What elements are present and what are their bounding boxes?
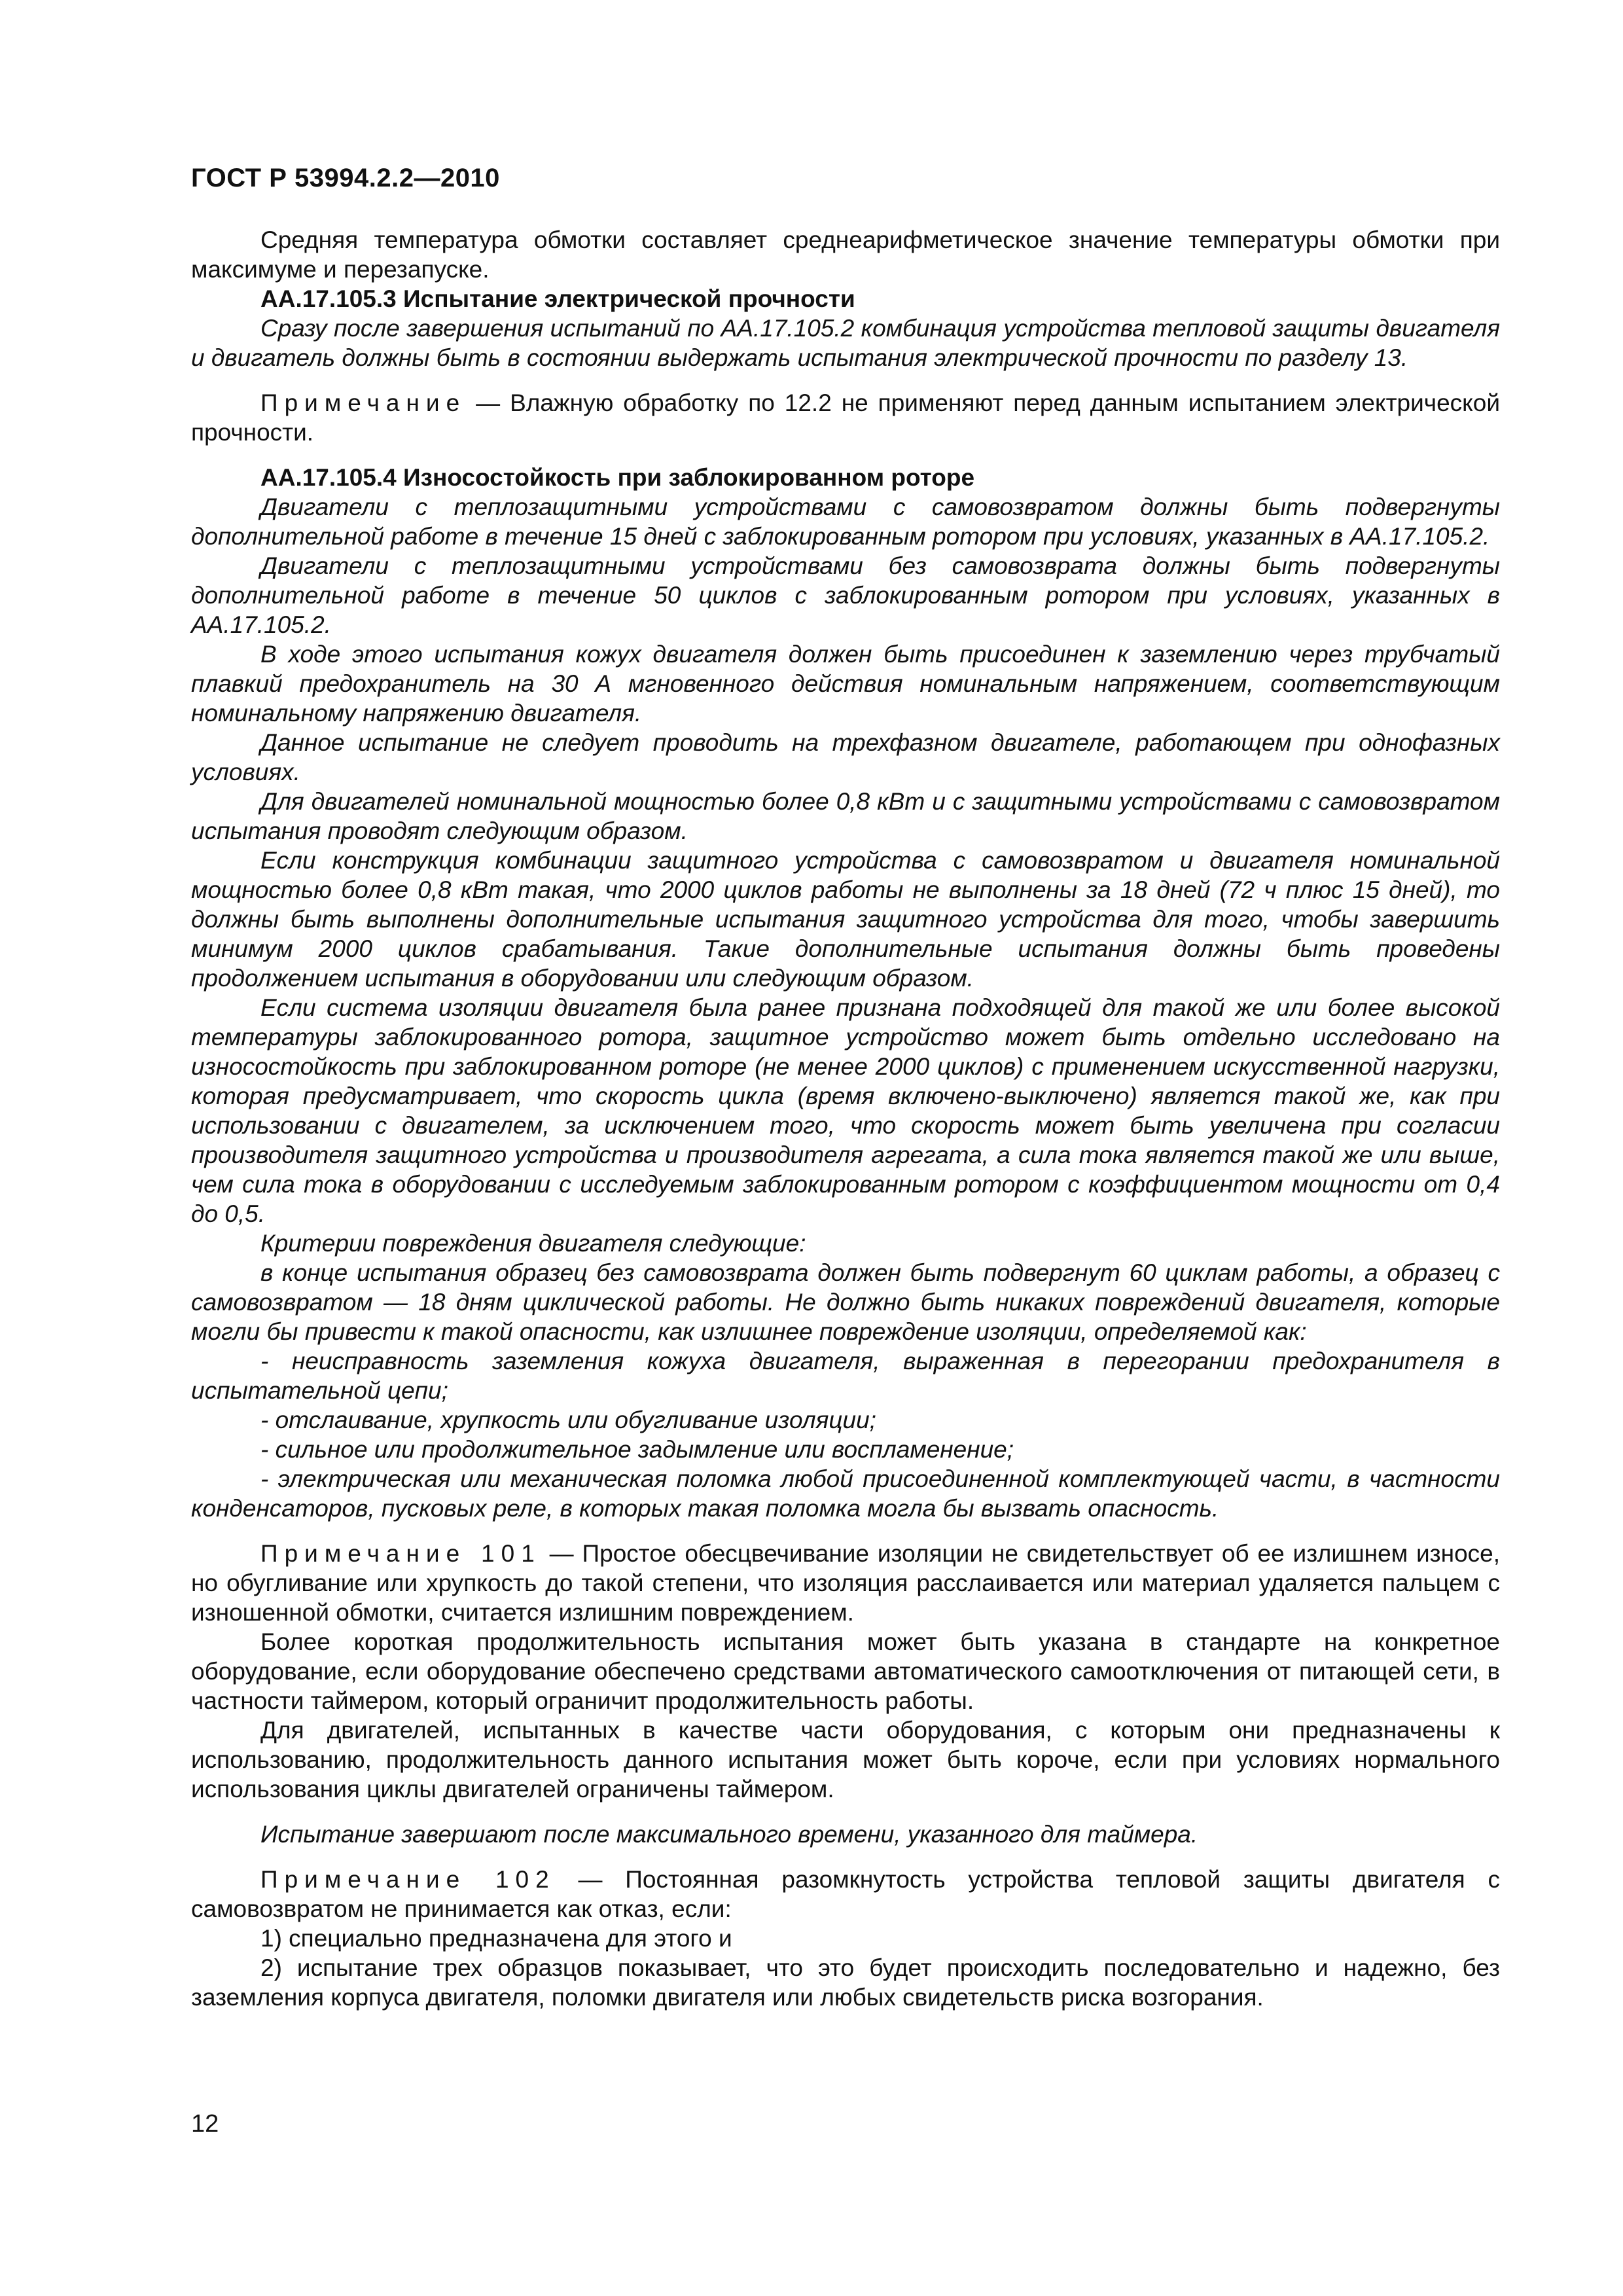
paragraph: Двигатели с теплозащитными устройствами с самовозвратом должны быть подвергнуты дополнительной работе в течение 15 дней с заблокированным ротором при условиях, указанных в АА.17.105.2. (191, 493, 1500, 550)
document-body (191, 225, 1500, 2012)
note-label: Примечание 101 (260, 1540, 541, 1567)
paragraph: в конце испытания образец без самовозврата должен быть подвергнут 60 циклам работы, а образец с самовозвратом — 18 дням циклической работы. Не должно быть никаких повреждений двигателя, которые могли бы привести к такой опасности, как излишнее повреждение изоляции, определяемой как: (191, 1259, 1500, 1345)
list-item: - неисправность заземления кожуха двигателя, выраженная в перегорании предохранителя в испытательной цепи; (191, 1348, 1500, 1404)
section-heading: АА.17.105.4 Износостойкость при заблокированном роторе (260, 464, 975, 491)
note (191, 388, 1500, 447)
paragraph: Данное испытание не следует проводить на трехфазном двигателе, работающем при однофазных условиях. (191, 729, 1500, 785)
list-item: - сильное или продолжительное задымление или воспламенение; (260, 1436, 1014, 1463)
paragraph: Двигатели с теплозащитными устройствами без самовозврата должны быть подвергнуты дополнительной работе в течение 50 циклов с заблокированным ротором при условиях, указанных в АА.17.105.2. (191, 552, 1500, 638)
paragraph: Более короткая продолжительность испытания может быть указана в стандарте на конкретное оборудование, если оборудование обеспечено средствами автоматического самоотключения от питающей сети, в частности таймером, который ограничит продолжительность работы. (191, 1628, 1500, 1714)
paragraph: Испытание завершают после максимального времени, указанного для таймера. (260, 1821, 1198, 1848)
note-text: — Влажную обработку по 12.2 не применяют перед данным испытанием электрической прочности. (191, 389, 1500, 446)
note-text: — Постоянная разомкнутость устройства тепловой защиты двигателя с самовозвратом не принимается как отказ, если: (191, 1866, 1500, 1922)
note-label: Примечание 102 (260, 1866, 556, 1893)
note-text: — Простое обесцвечивание изоляции не свидетельствует об ее излишнем износе, но обугливание или хрупкость до такой степени, что изоляция расслаивается или материал удаляется пальцем с изношенной обмотки, считается излишним повреждением. (191, 1540, 1501, 1626)
list-item: - электрическая или механическая поломка любой присоединенной комплектующей части, в частности конденсаторов, пусковых реле, в которых такая поломка могла бы вызвать опасность. (191, 1465, 1500, 1522)
note (191, 1539, 1500, 1627)
section-heading: АА.17.105.3 Испытание электрической прочности (260, 285, 855, 312)
list-item: 1) специально предназначена для этого и (260, 1925, 732, 1952)
paragraph: Критерии повреждения двигателя следующие: (260, 1230, 806, 1257)
paragraph: В ходе этого испытания кожух двигателя должен быть присоединен к заземлению через трубчатый плавкий предохранитель на 30 А мгновенного действия номинальным напряжением, соответствующим номинальному напряжению двигателя. (191, 641, 1500, 726)
paragraph: Средняя температура обмотки составляет среднеарифметическое значение температуры обмотки при максимуме и перезапуске. (191, 226, 1500, 283)
document-header: ГОСТ Р 53994.2.2—2010 (191, 164, 500, 192)
paragraph: Если конструкция комбинации защитного устройства с самовозвратом и двигателя номинальной мощностью более 0,8 кВт такая, что 2000 циклов работы не выполнены за 18 дней (72 ч плюс 15 дней), то должны быть выполнены дополнительные испытания защитного устройства для того, чтобы завершить минимум 2000 циклов срабатывания. Такие дополнительные испытания должны быть проведены продолжением испытания в оборудовании или следующим образом. (191, 847, 1500, 992)
note (191, 1865, 1500, 1924)
list-item: 2) испытание трех образцов показывает, что это будет происходить последовательно и надежно, без заземления корпуса двигателя, поломки двигателя или любых свидетельств риска возгорания. (191, 1954, 1500, 2011)
paragraph: Сразу после завершения испытаний по АА.17.105.2 комбинация устройства тепловой защиты двигателя и двигатель должны быть в состоянии выдержать испытания электрической прочности по разделу 13. (191, 315, 1500, 371)
paragraph: Для двигателей номинальной мощностью более 0,8 кВт и с защитными устройствами с самовозвратом испытания проводят следующим образом. (191, 788, 1500, 844)
list-item: - отслаивание, хрупкость или обугливание изоляции; (260, 1407, 876, 1433)
paragraph: Для двигателей, испытанных в качестве части оборудования, с которым они предназначены к использованию, продолжительность данного испытания может быть короче, если при условиях нормального использования циклы двигателей ограничены таймером. (191, 1717, 1500, 1803)
page-number: 12 (191, 2110, 219, 2138)
note-label: Примечание (260, 389, 467, 416)
paragraph: Если система изоляции двигателя была ранее признана подходящей для такой же или более высокой температуры заблокированного ротора, защитное устройство может быть отдельно исследовано на износостойкость при заблокированном роторе (не менее 2000 циклов) с применением искусственной нагрузки, которая предусматривает, что скорость цикла (время включено-выключено) является такой же, как при использовании с двигателем, за исключением того, что скорость может быть увеличена при согласии производителя защитного устройства и производителя агрегата, а сила тока является такой же или выше, чем сила тока в оборудовании с исследуемым заблокированным ротором с коэффициентом мощности от 0,4 до 0,5. (191, 994, 1500, 1227)
